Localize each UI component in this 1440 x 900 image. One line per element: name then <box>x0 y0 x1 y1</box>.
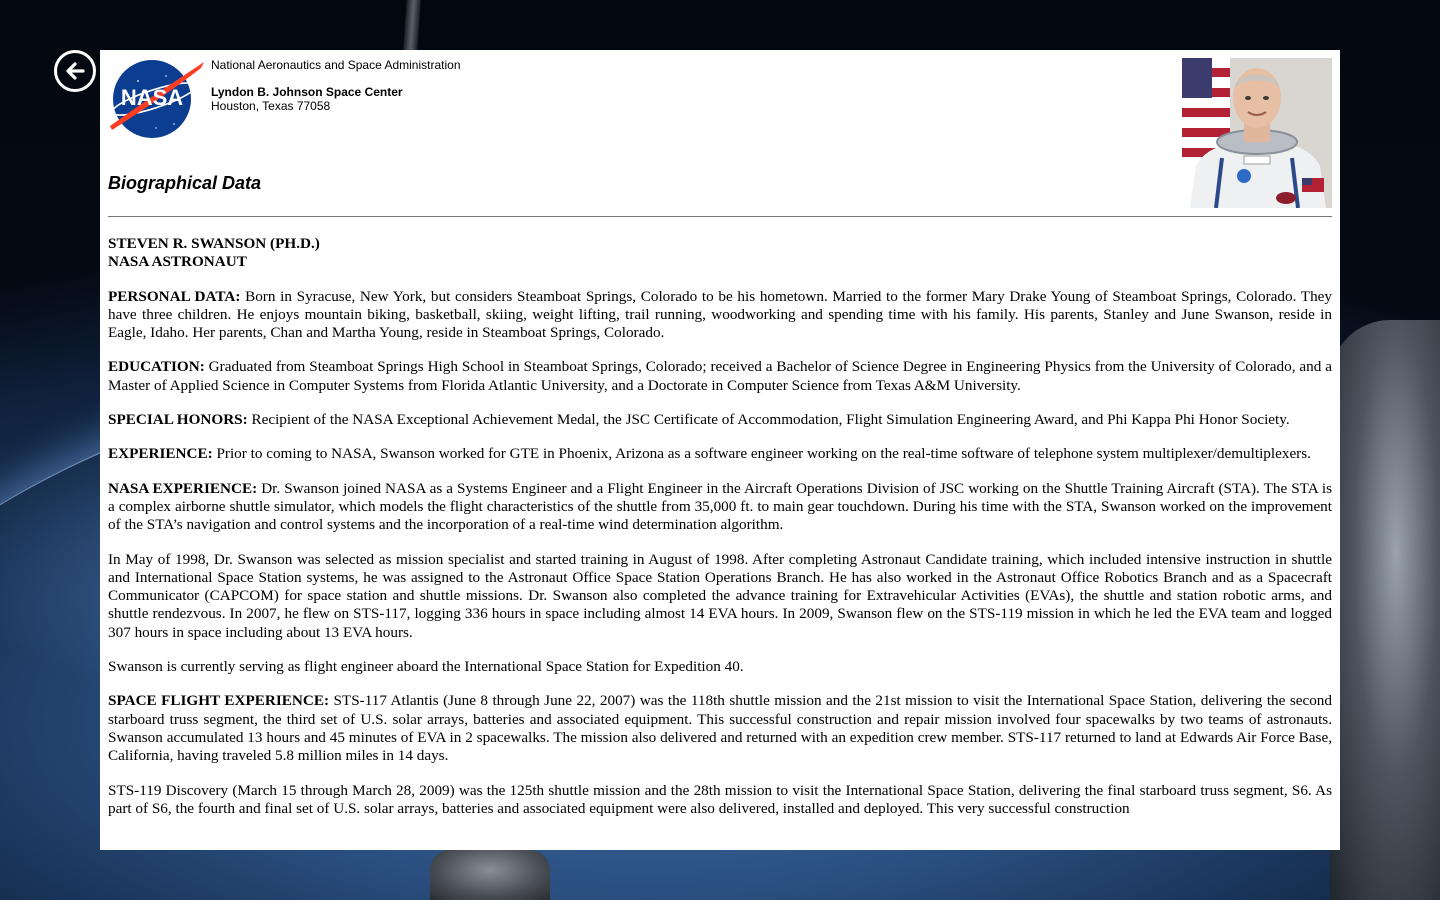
section-text: STS-119 Discovery (March 15 through March 28, 2009) was the 125th shuttle mission and the 28th mission to visit the International Space Station, delivering the final starboard truss segment, S6. As part of S6, the fourth and final set of U.S. solar arrays, batteries and associated equipment were also delivered, installed and deployed. This very successful construction <box>108 781 1332 817</box>
bio-paragraph <box>108 480 1332 535</box>
bio-paragraph <box>108 551 1332 642</box>
astronaut-title: NASA ASTRONAUT <box>108 253 247 271</box>
section-text: Born in Syracuse, New York, but considers Steamboat Springs, Colorado to be his hometown. Married to the former Mary Drake Young of Steamboat Springs, Colorado. They have three children. He enjoys mountain biking, basketball, skiing, weight lifting, trail running, woodworking and spending time with his family. His parents, Stanley and June Swanson, reside in Eagle, Idaho. Her parents, Chan and Martha Young, reside in Steamboat Springs, Colorado. <box>108 287 1333 342</box>
section-label: SPECIAL HONORS: <box>108 411 248 429</box>
bio-paragraph <box>108 782 1332 819</box>
section-text: Graduated from Steamboat Springs High School in Steamboat Springs, Colorado; received a Bachelor of Science Degree in Engineering Physics from the University of Colorado, and a Master of Applied Science in Computer Systems from Florida Atlantic University, and a Doctorate in Computer Science from Texas A&M University. <box>108 358 1332 394</box>
section-label: NASA EXPERIENCE: <box>108 479 258 497</box>
spacesuit-background <box>1330 320 1440 900</box>
section-label: PERSONAL DATA: <box>108 287 241 305</box>
section-text: Prior to coming to NASA, Swanson worked for GTE in Phoenix, Arizona as a software engineer working on the real-time software of telephone system multiplexer/demultiplexers. <box>216 445 1311 463</box>
svg-text:NASA: NASA <box>120 85 184 110</box>
robotic-arm-background <box>430 850 550 900</box>
bio-paragraph <box>108 658 1332 676</box>
agency-name: National Aeronautics and Space Administration <box>211 58 461 72</box>
center-name: Lyndon B. Johnson Space Center <box>211 85 403 99</box>
center-address: Houston, Texas 77058 <box>211 99 331 113</box>
section-text: STS-117 Atlantis (June 8 through June 22, 2007) was the 118th shuttle mission and the 21st mission to visit the International Space Station, delivering the second starboard truss segment, the third set of U.S. solar arrays, batteries and associated equipment. This successful construction and repair mission involved four spacewalks by two teams of astronauts. Swanson accumulated 13 hours and 45 minutes of EVA in 2 spacewalks. The mission also delivered and returned with an expedition crew member. STS-117 returned to land at Edwards Air Force Base, California, having traveled 5.8 million miles in 14 days. <box>108 692 1332 765</box>
header-divider <box>108 216 1332 217</box>
bio-paragraph <box>108 358 1332 395</box>
section-text: Dr. Swanson joined NASA as a Systems Engineer and a Flight Engineer in the Aircraft Operations Division of JSC working on the Shuttle Training Aircraft (STA). The STA is a complex airborne shuttle simulator, which models the flight characteristics of the shuttle from 35,000 ft. to main gear touchdown. During his time with the STA, Swanson worked on the improvement of the STA’s navigation and control systems and the incorporation of a real-time wind determination algorithm. <box>108 479 1332 534</box>
astronaut-portrait <box>1182 58 1332 208</box>
section-label: EXPERIENCE: <box>108 445 213 463</box>
back-button[interactable] <box>54 50 96 92</box>
section-label: EDUCATION: <box>108 358 205 376</box>
section-text: In May of 1998, Dr. Swanson was selected as mission specialist and started training in August of 1998. After completing Astronaut Candidate training, which included intensive instruction in shuttle and International Space Station systems, he was assigned to the Astronaut Office Space Station Operations Branch. He has also worked in the Astronaut Office Robotics Branch and as a Spacecraft Communicator (CAPCOM) for space station and shuttle missions. Dr. Swanson also completed the advance training for Extravehicular Activities (EVAs), the shuttle and station robotic arms, and shuttle rendezvous. In 2007, he flew on STS-117, logging 336 hours in space including almost 14 EVA hours. In 2009, Swanson flew on the STS-119 mission in which he led the EVA team and logged 307 hours in space including about 13 EVA hours. <box>108 550 1332 641</box>
bio-paragraph <box>108 411 1332 429</box>
document-content <box>108 50 1333 817</box>
bio-paragraph <box>108 445 1332 463</box>
astronaut-name: STEVEN R. SWANSON (PH.D.) <box>108 235 320 252</box>
section-text: Recipient of the NASA Exceptional Achievement Medal, the JSC Certificate of Accommodation, Flight Simulation Engineering Award, and Phi Kappa Phi Honor Society. <box>251 411 1290 429</box>
section-label: SPACE FLIGHT EXPERIENCE: <box>108 692 330 710</box>
biography-body <box>108 235 1332 834</box>
bio-paragraph <box>108 288 1332 343</box>
document-header <box>108 50 1332 216</box>
section-text: Swanson is currently serving as flight engineer aboard the International Space Station for Expedition 40. <box>108 658 744 676</box>
nasa-logo <box>108 56 206 140</box>
page-title: Biographical Data <box>108 173 262 193</box>
astronaut-name-block <box>108 235 1332 272</box>
document-panel[interactable] <box>100 50 1340 850</box>
station-strut <box>403 0 421 52</box>
arrow-left-icon <box>63 59 87 83</box>
bio-paragraph <box>108 692 1332 765</box>
